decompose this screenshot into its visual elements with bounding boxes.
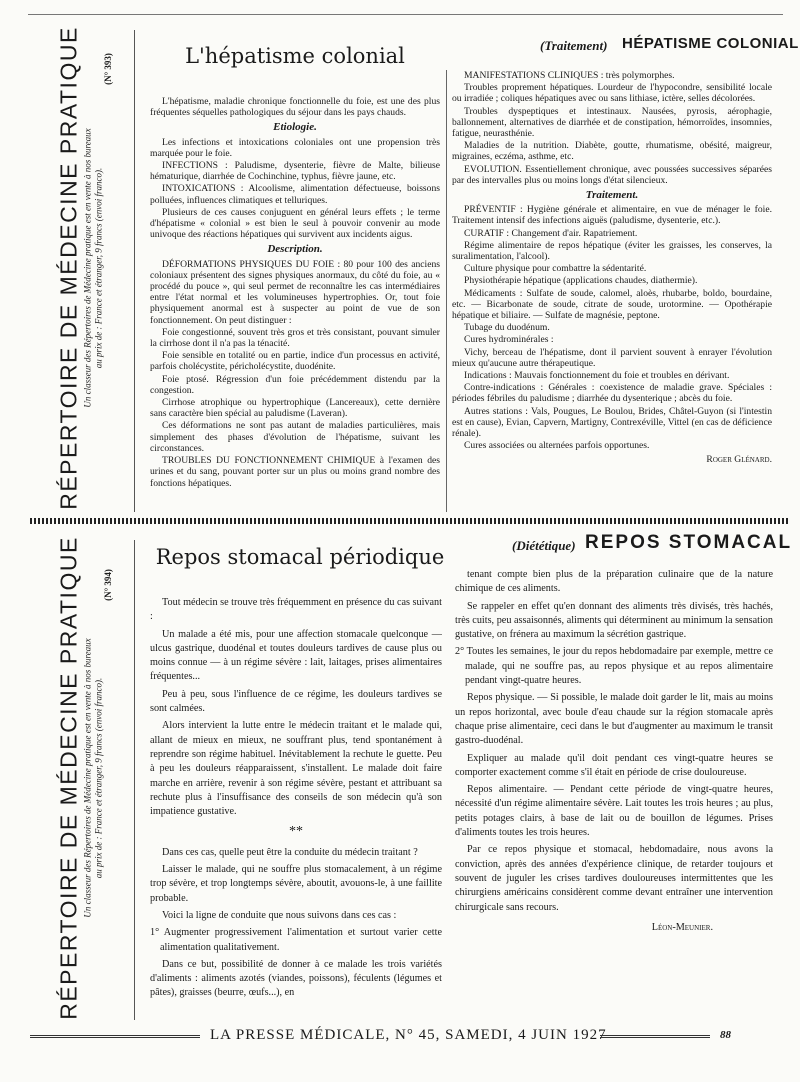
sidebar-title: RÉPERTOIRE DE MÉDECINE PRATIQUE — [55, 26, 82, 510]
paragraph: Par ce repos physique et stomacal, hebdomadaire, nous avons la conviction, après des années d'expérience clinique, de retarder toujours et souvent de juguler les crises tardives douloureuses intermittentes que les chirurgiens américains considèrent comme devant entraîner une intervention chirurgicale sans recours. — [455, 844, 773, 913]
paragraph: Cures associées ou alternées parfois opportunes. — [464, 440, 650, 452]
paragraph: Contre-indications : Générales : coexistence de maladie grave. Spéciales : périodes fébriles du paludisme ; diarrhée du dysenterique ; abcès du foie. — [452, 382, 772, 405]
page-separator — [30, 518, 788, 524]
author-signature: Roger Glénard. — [706, 453, 772, 465]
section-title: HÉPATISME COLONIAL — [622, 35, 799, 52]
paragraph: 1° Augmenter progressivement l'alimentation et surtout varier cette alimentation qualitativement. — [150, 927, 442, 953]
paragraph: Vichy, berceau de l'hépatisme, dont il parvient souvent à enrayer l'évolution mieux qu'aucune autre thérapeutique. — [452, 346, 772, 369]
paragraph: Dans ce but, possibilité de donner à ce malade les trois variétés d'aliments : aliments azotés (viandes, poissons), féculents (légumes et pâtes), graisses (beurre, œufs...), en — [150, 958, 442, 999]
paragraph: Autres stations : Vals, Pougues, Le Boulou, Brides, Châtel-Guyon (si l'intestin est en cause), Evian, Capvern, Martigny, Contrexéville, Vittel (en cas de déficience rénale). — [452, 405, 772, 440]
sidebar-top — [30, 24, 130, 512]
sidebar-title: RÉPERTOIRE DE MÉDECINE PRATIQUE — [55, 535, 82, 1020]
paragraph: Troubles proprement hépatiques. Lourdeur de l'hypocondre, sensibilité locale ou irradiée ; coliques hépatiques avec ou sans lithiase, ictère, selles décolorées. — [452, 82, 772, 105]
paragraph: DÉFORMATIONS PHYSIQUES DU FOIE : 80 pour 100 des anciens coloniaux présentent des signes physiques anormaux, du côté du foie, au « procédé du pouce », qui seul permet de reconnaître les cas intermédiaires entre l'état normal et les volumineuses hypertrophies. Or, tout foie physiquement anormal est à suspecter au point de vue de son fonctionnement. On peut distinguer : — [150, 258, 440, 326]
paragraph: Indications : Mauvais fonctionnement du foie et troubles en dérivant. — [464, 370, 730, 382]
sidebar-number: (N° 393) — [102, 53, 113, 85]
top-rule — [28, 14, 783, 15]
paragraph: EVOLUTION. Essentiellement chronique, avec poussées successives séparées par des intervalles plus ou moins longs d'état silencieux. — [452, 163, 772, 186]
paragraph: Se rappeler en effet qu'en donnant des aliments très divisés, très hachés, très cuits, peu assaisonnés, aliments qui déterminent au minimum la sensation gustative, on frénera au maximum la sécrétion gastrique. — [455, 600, 773, 641]
sidebar-top-text — [56, 26, 105, 510]
sidebar-line-2: au prix de : France et étranger, 9 francs (envoi franco). — [93, 677, 104, 878]
paragraph: Tubage du duodénum. — [464, 322, 550, 334]
paragraph: PRÉVENTIF : Hygiène générale et alimentaire, en vue de ménager le foie. Traitement intensif des infections aiguës (paludisme, dysenterie, etc.). — [452, 204, 772, 227]
paragraph: Ces déformations ne sont pas autant de maladies particulières, mais simplement des phases d'évolution de l'hépatisme, suivant les circonstances. — [150, 420, 440, 454]
section-heading: Traitement. — [585, 189, 639, 202]
footer-rule-right — [600, 1035, 710, 1038]
article-column-left — [150, 596, 442, 1004]
paragraph: Foie sensible en totalité ou en partie, indice d'un processus en activité, parfois cholécystite, péricholécystite, duodénite. — [150, 350, 440, 373]
paragraph: Expliquer au malade qu'il doit pendant ces vingt-quatre heures se comporter exactement comme s'il était en période de crise douloureuse. — [455, 752, 773, 778]
author-signature: Léon-Meunier. — [651, 921, 713, 933]
footer-rule-left — [30, 1035, 200, 1038]
paragraph: Plusieurs de ces causes conjuguent en général leurs effets ; le terme d'hépatisme « colonial » est bien le seul à pouvoir convenir au mode univoque des réactions hépatiques qui survivent aux incidents aigus. — [150, 206, 440, 241]
article-column-right — [452, 70, 772, 466]
section-heading: Description. — [267, 243, 323, 256]
section-tag: (Diététique) — [512, 538, 576, 553]
paragraph: Un malade a été mis, pour une affection stomacale quelconque — ulcus gastrique, duodénal et toutes douleurs tardives de cause plus ou moins connue — à un régime sévère : lait, laitages, prises alimentaires fréquentes... — [150, 628, 442, 683]
sidebar-number: (N° 394) — [102, 569, 113, 601]
sidebar-line-2: au prix de : France et étranger, 9 francs (envoi franco). — [93, 167, 104, 369]
page-number: 88 — [720, 1029, 731, 1041]
paragraph: TROUBLES DU FONCTIONNEMENT CHIMIQUE à l'examen des urines et du sang, pouvant porter sur un plus ou moins grand nombre des fonctions hépatiques. — [150, 455, 440, 489]
paragraph: Peu à peu, sous l'influence de ce régime, les douleurs tardives se sont calmées. — [150, 688, 442, 715]
section-heading: Etiologie. — [273, 121, 317, 134]
paragraph: Tout médecin se trouve très fréquemment en présence du cas suivant : — [150, 597, 442, 623]
paragraph: Les infections et intoxications coloniales ont une propension très marquée pour le foie. — [150, 136, 440, 159]
paragraph: INFECTIONS : Paludisme, dysenterie, fièvre de Malte, bilieuse hématurique, diarrhée de Cochinchine, typhus, fièvre jaune, etc. — [150, 160, 440, 183]
section-title: REPOS STOMACAL — [585, 532, 793, 553]
paragraph: Régime alimentaire de repos hépatique (éviter les graisses, les conserves, la suralimentation, l'alcool). — [452, 239, 772, 263]
paragraph: L'hépatisme, maladie chronique fonctionnelle du foie, est une des plus fréquentes séquelles pathologiques du séjour dans les pays chauds. — [150, 96, 440, 119]
paragraph: Culture physique pour combattre la sédentarité. — [464, 263, 647, 275]
paragraph: Alors intervient la lutte entre le médecin traitant et le malade qui, allant de mieux en mieux, ne souffrant plus, tend spontanément à reprendre son régime habituel. Inévitablement la rechute le guette. Peu à peu les douleurs réapparaissent, s'installent. Le malade doit faire marche en arrière, revenir à son régime sévère, pestant et attribuant sa rechute plus à l'insuffisance des conseils de son médecin qu'à son impatience gustative. — [150, 720, 442, 818]
paragraph: Voici la ligne de conduite que nous suivons dans ces cas : — [162, 909, 397, 921]
paragraph: INTOXICATIONS : Alcoolisme, alimentation défectueuse, boissons polluées, influences climatiques et telluriques. — [150, 183, 440, 206]
paragraph: Cirrhose atrophique ou hypertrophique (Lancereaux), cette dernière sans caractère bien spécial au paludisme (Laveran). — [150, 397, 440, 420]
sidebar-line-1: Un classeur des Répertoires de Médecine pratique est en vente à nos bureaux — [82, 128, 93, 408]
page-footer — [30, 1027, 788, 1045]
paragraph: tenant compte bien plus de la préparation culinaire que de la nature chimique de ces aliments. — [455, 569, 773, 595]
paragraph: CURATIF : Changement d'air. Rapatriement. — [464, 227, 638, 239]
section-tag: (Traitement) — [540, 38, 608, 53]
footer-title: LA PRESSE MÉDICALE, N° 45, SAMEDI, 4 JUIN 1927 — [210, 1027, 607, 1043]
paragraph: Physiothérapie hépatique (applications chaudes, diathermie). — [464, 275, 698, 287]
article-column-right — [455, 568, 773, 938]
paragraph: Foie ptosé. Régression d'un foie précédemment distendu par la congestion. — [150, 373, 440, 396]
paragraph: ** — [289, 824, 303, 840]
column-rule — [446, 70, 447, 512]
paragraph: 2° Toutes les semaines, le jour du repos hebdomadaire par exemple, mettre ce malade, qui ne souffre pas, au repos physique et au repos alimentaire pendant vingt-quatre heures. — [455, 646, 773, 687]
article-title: L'hépatisme colonial — [185, 44, 405, 68]
vertical-rule — [134, 30, 135, 512]
paragraph: MANIFESTATIONS CLINIQUES : très polymorphes. — [464, 70, 675, 81]
paragraph: Laisser le malade, qui ne souffre plus stomacalement, à un régime trop sévère, et trop longtemps sévère, aboutit, avouons-le, à une faillite probable. — [150, 864, 442, 904]
paragraph: Foie congestionné, souvent très gros et très consistant, pouvant simuler la cirrhose dont il n'a pas la ténacité. — [150, 326, 440, 350]
paragraph: Repos physique. — Si possible, le malade doit garder le lit, mais au moins un repos horizontal, avec boule d'eau chaude sur la région stomacale après chaque prise alimentaire, ceci dans le but d'augmenter au maximum le transit gastro-duodénal. — [455, 692, 773, 747]
paragraph: Dans ces cas, quelle peut être la conduite du médecin traitant ? — [162, 846, 418, 858]
sidebar-bottom-text — [56, 536, 105, 1020]
paragraph: Repos alimentaire. — Pendant cette période de vingt-quatre heures, nécessité d'un régime alimentaire sévère. Lait toutes les trois heures ; au plus, petits potages clairs, à base de lait ou de bouillon de légumes. Prises d'aliments toutes les trois heures. — [455, 784, 773, 839]
sidebar-bottom — [30, 535, 130, 1020]
paragraph: Maladies de la nutrition. Diabète, goutte, rhumatisme, obésité, maigreur, migraines, eczéma, asthme, etc. — [452, 140, 772, 163]
paragraph: Médicaments : Sulfate de soude, calomel, aloès, rhubarbe, boldo, bourdaine, etc. — Bicarbonate de soude, citrate de soude, urotormine. — Opothérapie hépatique et biliaire. — Sulfate de magnésie, peptone. — [452, 287, 772, 322]
sidebar-line-1: Un classeur des Répertoires de Médecine pratique est en vente à nos bureaux — [82, 637, 93, 918]
article-column-left — [150, 96, 440, 490]
vertical-rule — [134, 540, 135, 1020]
article-title: Repos stomacal périodique — [155, 545, 445, 569]
paragraph: Troubles dyspeptiques et intestinaux. Nausées, pyrosis, aérophagie, ballonnement, alternatives de diarrhée et de constipation, hémorroïdes, insomnies, fatigue, neurasthénie. — [452, 105, 772, 140]
paragraph: Cures hydrominérales : — [464, 334, 554, 346]
